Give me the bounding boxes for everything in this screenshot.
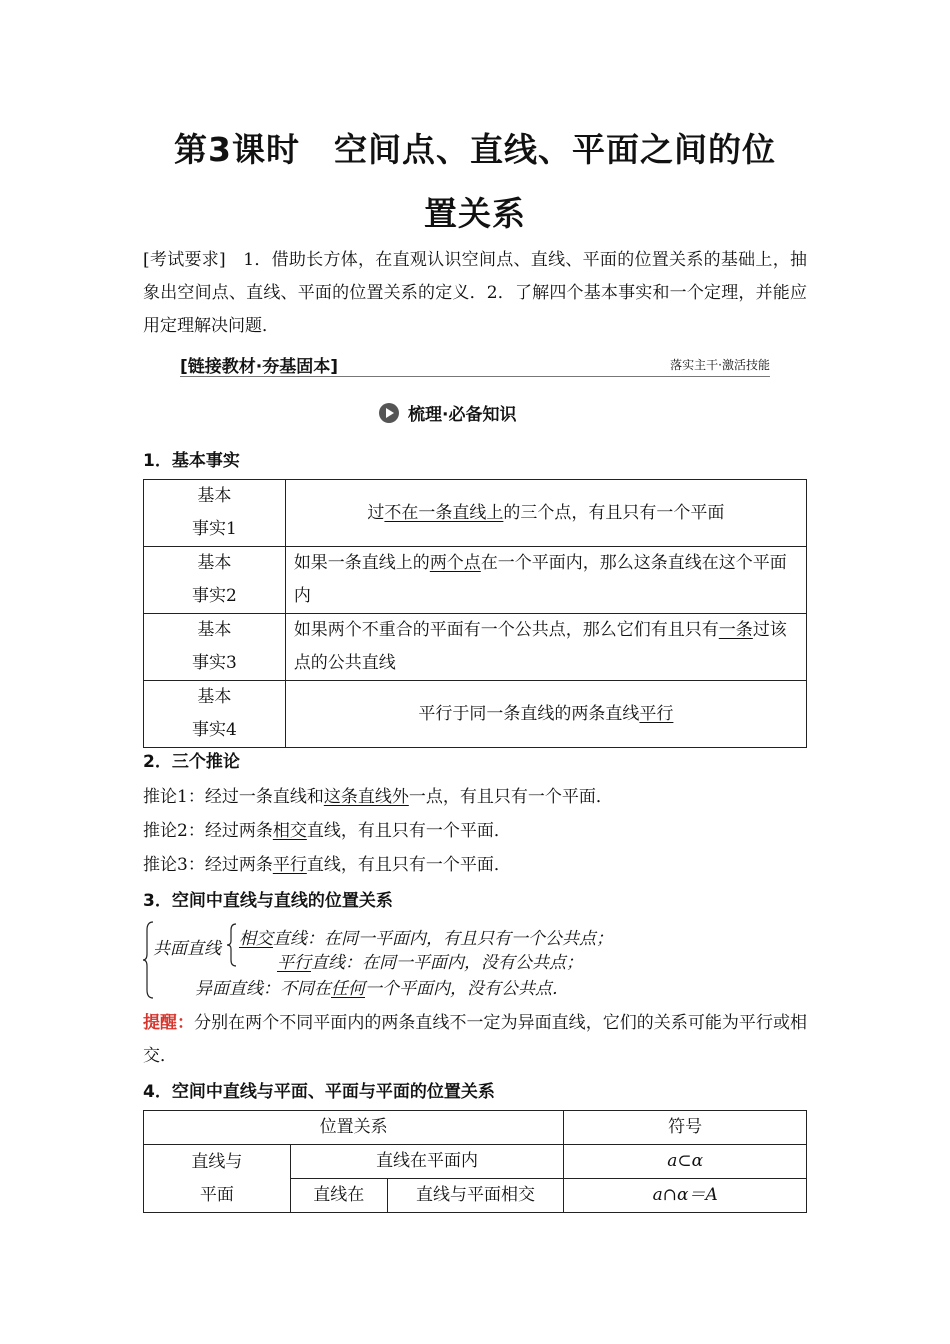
coplanar-label: 共面直线 [153, 939, 221, 959]
table-row [144, 1111, 807, 1145]
fact-text: 如果两个不重合的平面有一个公共点，那么它们有且只有一条过该点的公共直线 [285, 614, 806, 681]
fact-name: 基本 [197, 620, 232, 640]
facts-heading: 1．基本事实 [143, 451, 240, 471]
corollaries-heading: 2．三个推论 [143, 752, 240, 772]
fact-text: 如果一条直线上的两个点在一个平面内，那么这条直线在这个平面内 [285, 547, 806, 614]
table-row [144, 547, 807, 614]
reminder-text: 分别在两个不同平面内的两条直线不一定为异面直线，它们的关系可能为平行或相交． [143, 1013, 808, 1066]
reminder-label: 提醒： [143, 1013, 195, 1033]
fact-name: 基本 [197, 486, 232, 506]
fact-name: 事实1 [191, 519, 237, 539]
section-title: 梳理·必备知识 [408, 405, 517, 425]
fact-name: 事实2 [191, 586, 237, 606]
symbol-cell: a∩α＝A [564, 1179, 807, 1213]
page-title-line2: 置关系 [424, 194, 526, 233]
exam-requirements [143, 244, 807, 343]
reminder [143, 1007, 807, 1073]
line-relations-diagram [143, 920, 703, 1000]
corollary-item: 推论1：经过一条直线和这条直线外一点，有且只有一个平面． [143, 787, 613, 807]
cell: 直线在 [290, 1179, 387, 1213]
cell: 直线与平面相交 [387, 1179, 564, 1213]
table-row [144, 681, 807, 748]
inner-brace [227, 923, 237, 967]
play-circle-icon [378, 402, 400, 428]
parallel-lines: 平行直线：在同一平面内，没有公共点； [277, 953, 583, 973]
planes-table [143, 1110, 807, 1213]
table-row [144, 480, 807, 547]
corollary-item: 推论2：经过两条相交直线，有且只有一个平面． [143, 821, 511, 841]
cell: 直线在平面内 [290, 1145, 564, 1179]
fact-name: 基本 [197, 553, 232, 573]
lines-heading: 3．空间中直线与直线的位置关系 [143, 891, 393, 911]
col-header: 符号 [564, 1111, 807, 1145]
fact-name: 事实3 [191, 653, 237, 673]
requirements-text: 1．借助长方体，在直观认识空间点、直线、平面的位置关系的基础上，抽象出空间点、直线、平面的位置关系的定义．2．了解四个基本事实和一个定理，并能应用定理解决问题． [143, 250, 807, 336]
row-header: 直线与 平面 [144, 1145, 291, 1213]
page-title-line1: 第3课时 空间点、直线、平面之间的位 [174, 130, 776, 169]
facts-table [143, 479, 807, 748]
intersecting-lines: 相交直线：在同一平面内，有且只有一个公共点； [239, 929, 613, 949]
fact-name: 基本 [197, 687, 232, 707]
corollary-item: 推论3：经过两条平行直线，有且只有一个平面． [143, 855, 511, 875]
col-header: 位置关系 [144, 1111, 564, 1145]
fact-text: 平行于同一条直线的两条直线平行 [285, 681, 806, 748]
fact-text: 过不在一条直线上的三个点，有且只有一个平面 [285, 480, 806, 547]
section-banner [180, 352, 770, 376]
banner-rule [180, 376, 770, 377]
requirements-label: [考试要求] [143, 250, 226, 270]
planes-heading: 4．空间中直线与平面、平面与平面的位置关系 [143, 1082, 495, 1102]
table-row [144, 1145, 807, 1179]
skew-lines: 异面直线：不同在任何一个平面内，没有公共点． [195, 979, 569, 999]
symbol-cell: a⊂α [564, 1145, 807, 1179]
outer-brace [143, 920, 155, 1000]
table-row [144, 614, 807, 681]
fact-name: 事实4 [191, 720, 237, 740]
banner-right: 落实主干·激活技能 [670, 358, 770, 372]
banner-left: [链接教材·夯基固本] [180, 357, 338, 377]
